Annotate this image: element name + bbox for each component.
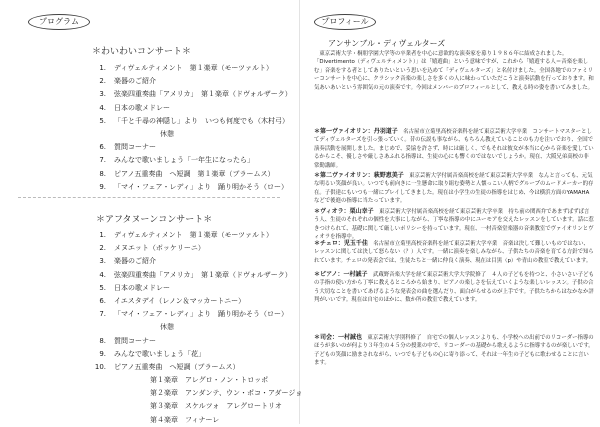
- program-item-text: 弦楽四重奏曲「アメリカ」 第１楽章（ドヴォルザーク）: [114, 90, 292, 99]
- program-item-text: 日本の歌メドレー: [114, 283, 170, 292]
- program-item-number: 4.: [99, 270, 106, 279]
- program-item-text: ピアノ五重奏曲 へ短調 第１楽章（ブラームス）: [114, 169, 275, 178]
- member-bio: 東京芸術大学付属音楽高校を経て東京芸術大学卒業 持ち前の関西弁であまずばずば言う人、生徒のそれぞれの個性を大事にしながら、丁寧な指導の中にユーモアを交えたレッスンをしています。話に惹きつけられて、基礎に関して厳しいポリシーを持っています。現在、一村音楽堂楽器の音楽教室でヴァイオリンとヴィオラを指導中。: [314, 209, 594, 241]
- program-item-text: 弦楽四重奏曲「アメリカ」 第１楽章（ドヴォルザーク）: [114, 270, 292, 279]
- program-item-text: 楽器のご紹介: [114, 77, 156, 86]
- program-item-text: 第２楽章 アンダンテ、ウン・ポコ・アダージョ: [150, 389, 303, 398]
- member-profile: [314, 271, 594, 305]
- member-profile: [314, 334, 594, 368]
- program-item-text: 質問コーナー: [114, 143, 156, 152]
- member-name: ＊第一ヴァイオリン：丹羽道子: [314, 128, 398, 135]
- program-item-number: 3.: [99, 90, 106, 99]
- member-bio: 名古屋市立菊里高校音楽科を経て東京芸術大学卒業 コンサートマスターとしてディヴェルターズを引っ張っていく。昔の伝説も事ながら、もちろん教えていることのも力を注いでおり、全国で演奏活動を展開しました。まじめで、妥協を許さず、時には厳しく、でもそれは彼女が本当に心から音楽を愛しているからこそ、優しさや厳しさあふれる指導は、生徒の心にも響くのではないでしょうか。現在、大阪兄弟高校の非常勤講師。: [314, 129, 594, 169]
- member-profile: [314, 240, 594, 265]
- program-item-number: 5.: [99, 116, 106, 125]
- program-item-number: 2.: [99, 244, 106, 253]
- member-bio: 武蔵野音楽大学を経て東京芸術大学大学院修了 ４人の子どもを持つと、小さいさい子どもの手指の使い方から丁寧に教えるところから始まり、ピアノの楽しさを伝えていくような楽しいレッスン。子供の合う大切なことを書いてあげるような発表会の曲を選んだり、面白がらせるのが上手です。子供たちからはなかなか評判がいいです。現在は自宅のほかに、数か所の教室で教えています。: [314, 272, 594, 304]
- program-item-text: 日本の歌メドレー: [114, 103, 170, 112]
- program-item-number: 8.: [99, 169, 106, 178]
- program-item-text: 「千と千尋の神隠し」より いつも何度でも（木村弓）: [114, 116, 289, 125]
- program-item-text: 休憩: [160, 323, 174, 332]
- program-item-number: 6.: [99, 143, 106, 152]
- section-divider: [18, 197, 280, 198]
- program-item-text: みんなで歌いましょう「花」: [114, 349, 205, 358]
- member-profile: [314, 208, 594, 242]
- member-name: ＊チェロ：児玉千佳: [314, 240, 368, 247]
- program-item-text: メヌエット（ボッケリーニ）: [114, 244, 205, 253]
- program-item-text: 休憩: [160, 129, 174, 138]
- program-item-number: 5.: [99, 283, 106, 292]
- program-item-number: 7.: [99, 310, 106, 319]
- concert2-title: ＊アフタヌーンコンサート＊: [96, 215, 213, 225]
- program-item-text: 「マイ・フェア・レディ」より 踊り明かそう（ロー）: [114, 182, 288, 191]
- program-item-number: 9.: [99, 182, 106, 191]
- program-item-number: 8.: [99, 336, 106, 345]
- program-item-text: 第１楽章 アレグロ・ノン・トロッポ: [150, 376, 269, 385]
- program-item-text: ピアノ五重奏曲 へ短調（ブラームス）: [114, 362, 240, 371]
- member-profile: [314, 128, 594, 170]
- program-item-text: 第４楽章 フィナーレ: [150, 415, 220, 424]
- member-name: ＊第二ヴァイオリン：萩野恵美子: [314, 172, 404, 179]
- ensemble-title: アンサンブル・ディヴェルターズ: [328, 39, 446, 48]
- program-item-number: 6.: [99, 296, 106, 305]
- concert1-title: ＊わいわいコンサート＊: [92, 47, 192, 57]
- program-item-number: 9.: [99, 349, 106, 358]
- member-name: ＊司会：一村誠也: [314, 334, 363, 341]
- program-item-text: ディヴェルティメント 第１楽章（モーツァルト）: [114, 64, 273, 72]
- member-name: ＊ヴィオラ：栗山幸子: [314, 208, 374, 215]
- member-profile: [314, 172, 594, 206]
- program-item-number: 7.: [99, 156, 106, 165]
- program-item-text: 第３楽章 スケルツォ アレグロートリオ: [150, 402, 282, 411]
- program-item-text: 質問コーナー: [114, 336, 156, 345]
- profile-page: [300, 0, 600, 424]
- program-item-text: 「マイ・フェア・レディ」より 踊り明かそう（ロー）: [114, 310, 288, 319]
- member-name: ＊ピアノ：一村誠子: [314, 271, 368, 278]
- program-item-text: 楽器のご紹介: [114, 257, 156, 266]
- member-bio: 東京芸術大学別科修了 自宅での個人レッスンよりも、小学校への出前でのリコーダー指導のほうが多いのが何より３年生の４５分の授業の中で、リコーダーの基礎から歌えるように指導するのが楽しいです。子どもの笑顔に励まされながら、いつでも子どもの心に寄り添って、それは一年生の子どもに歌わせることに言います。: [314, 335, 594, 367]
- program-item-number: 1.: [99, 64, 106, 72]
- program-header: プログラム: [28, 14, 90, 30]
- ensemble-intro: 東京芸術大学・桐朋学園大学等の卒業者を中心に意欲的な演奏家を募り１９８６年に結成されました。「Divertimento（ディヴェルティメント）」は「嬉遊曲」という意味ですが、これから「嬉遊する人＝音楽を楽しむ」音楽をする者としてありたいという思いを込めて「ディヴェルターズ」と名付けました。全国各地でのファミリーコンサートを中心に、クラシック音楽の楽しさを多くの人に味わっていただこうと演奏活動を行っております。和気あいあいという雰囲気の元の演奏です。今回はメンバーのプロフィールとして、教える時の姿を書いてみました。: [314, 51, 594, 91]
- program-item-text: みんなで歌いましょう「一年生になったら」: [114, 156, 254, 165]
- profile-header: プロフィール: [314, 14, 376, 30]
- program-item-number: 10.: [94, 362, 106, 371]
- program-item-number: 2.: [99, 77, 106, 86]
- program-item-text: イエスタデイ（レノン＆マッカートニー）: [114, 296, 246, 305]
- member-bio: 東京芸術大学付属音楽高校を経て東京芸術大学卒業 なんと言っても、元気な明るい笑顔が良い。いつでも前向きに一生懸命に取り組む姿勢と人懐っこい人柄でグループのムードメーカー的存在。子供達にもいつも一緒にプレイしてきました。現在は小学生の生徒の指導をはじめ、今は横浜方面のYAMAHAなどで後進の指導に当たっています。: [314, 173, 594, 205]
- member-bio: 名古屋市立菊里高校音楽科を経て東京芸術大学卒業 音楽は決して難しいものではない、レッスンに関しては決して怒らない（？）人です。一緒に演奏を楽しみながら、子供たちの音楽を育てる方針で知られています。チェロの発表会では、生徒たちと一緒に仲良く演奏、現在は目黒（p）や青山の教室で教えています。: [314, 241, 594, 264]
- program-item-number: 3.: [99, 257, 106, 266]
- program-item-text: ディヴェルティメント 第１楽章（モーツァルト）: [114, 231, 273, 239]
- program-item-number: 4.: [99, 103, 106, 112]
- program-item-number: 1.: [99, 231, 106, 239]
